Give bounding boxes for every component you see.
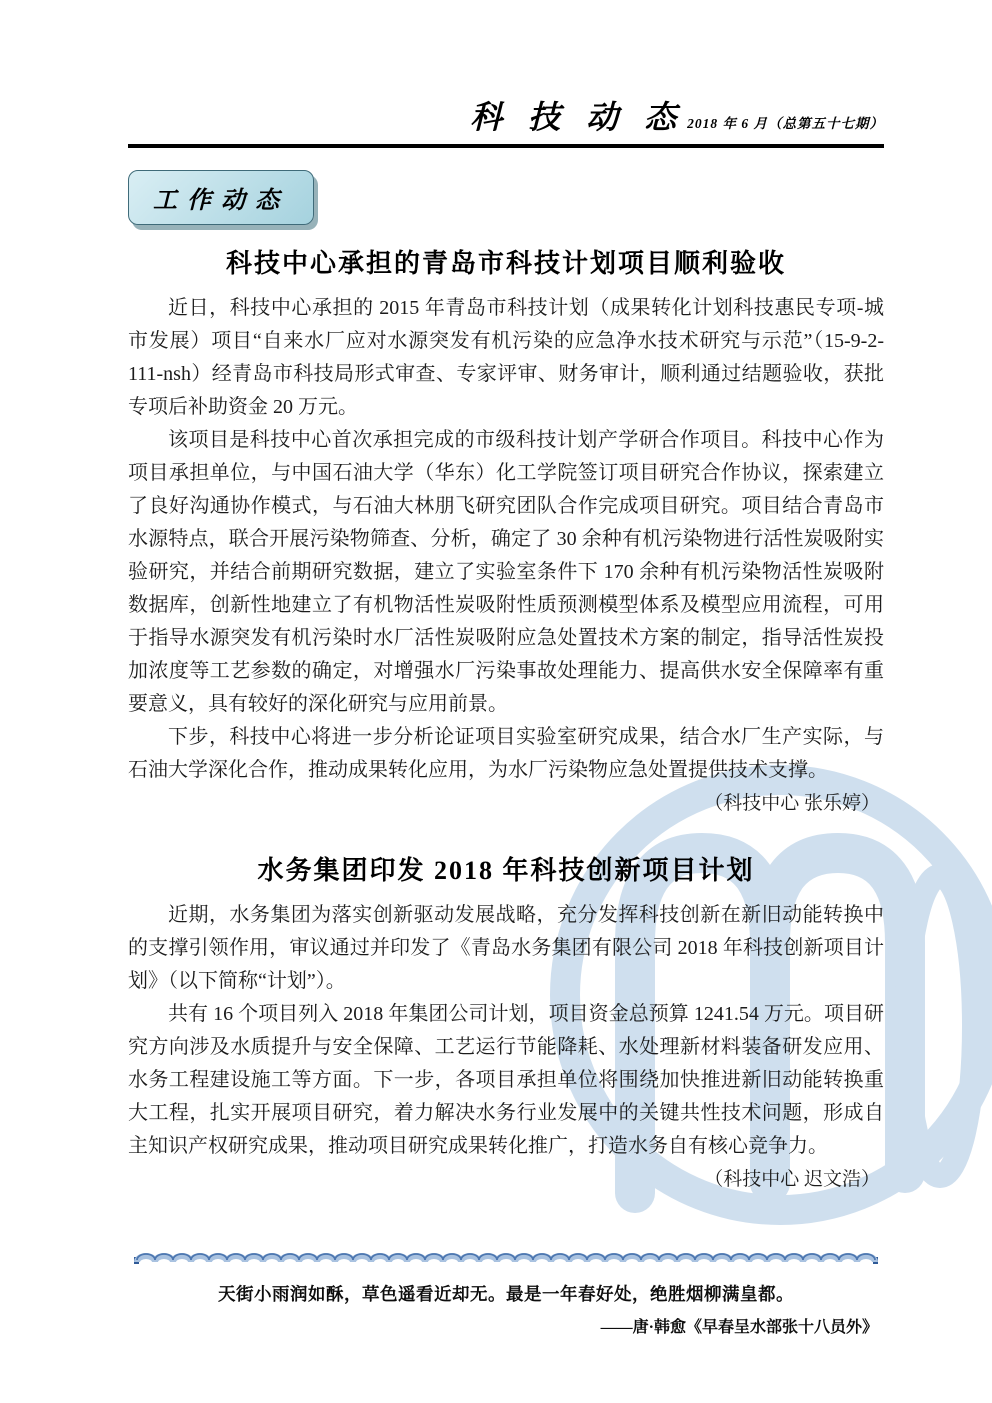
- section-badge: 工作动态: [128, 170, 314, 225]
- publication-title: 科 技 动 态: [470, 99, 686, 135]
- article-2-paragraph: 共有 16 个项目列入 2018 年集团公司计划，项目资金总预算 1241.54 万元。项目研究方向涉及水质提升与安全保障、工艺运行节能降耗、水处理新材料装备研发应用、水务工程建设施工等方面。下一步，各项目承担单位将围绕加快推进新旧动能转换重大工程，扎实开展项目研究，着力解决水务行业发展中的关键共性技术问题，形成自主知识产权研究成果，推动项目研究成果转化推广，打造水务自有核心竞争力。: [128, 1003, 884, 1157]
- article-2-paragraph: 近期，水务集团为落实创新驱动发展战略，充分发挥科技创新在新旧动能转换中的支撑引领作用，审议通过并印发了《青岛水务集团有限公司 2018 年科技创新项目计划》（以下简称“计划”）。: [128, 904, 884, 992]
- issue-info: 2018 年 6 月（总第五十七期）: [687, 116, 884, 131]
- page-content: [128, 0, 884, 1337]
- wave-divider-icon: [134, 1250, 878, 1268]
- wave-divider: [128, 1250, 884, 1273]
- poem-text: 天街小雨润如酥，草色遥看近却无。最是一年春好处，绝胜烟柳满皇都。: [218, 1284, 794, 1304]
- article-1-paragraph: 下步，科技中心将进一步分析论证项目实验室研究成果，结合水厂生产实际，与石油大学深化合作，推动成果转化应用，为水厂污染物应急处置提供技术支撑。: [128, 726, 884, 781]
- article-1-paragraph: 近日，科技中心承担的 2015 年青岛市科技计划（成果转化计划科技惠民专项-城市发展）项目“自来水厂应对水源突发有机污染的应急净水技术研究与示范”（15-9-2-111-nsh）经青岛市科技局形式审查、专家评审、财务审计，顺利通过结题验收，获批专项后补助资金 20 万元。: [128, 297, 884, 418]
- masthead-rule: [128, 144, 884, 148]
- article-2-title: 水务集团印发 2018 年科技创新项目计划: [257, 856, 755, 885]
- article-1-paragraph: 该项目是科技中心首次承担完成的市级科技计划产学研合作项目。科技中心作为项目承担单位，与中国石油大学（华东）化工学院签订项目研究合作协议，探索建立了良好沟通协作模式，与石油大林朋飞研究团队合作完成项目研究。项目结合青岛市水源特点，联合开展污染物筛查、分析，确定了 30 余种有机污染物进行活性炭吸附实验研究，并结合前期研究数据，建立了实验室条件下 170 余种有机污染物活性炭吸附数据库，创新性地建立了有机物活性炭吸附性质预测模型体系及模型应用流程，可用于指导水源突发有机污染时水厂活性炭吸附应急处置技术方案的制定，指导活性炭投加浓度等工艺参数的确定，对增强水厂污染事故处理能力、提高供水安全保障率有重要意义，具有较好的深化研究与应用前景。: [128, 429, 884, 715]
- article-2-byline: （科技中心 迟文浩）: [704, 1169, 880, 1190]
- poem-attribution: ——唐·韩愈《早春呈水部张十八员外》: [600, 1319, 878, 1336]
- article-1-byline: （科技中心 张乐婷）: [704, 793, 880, 814]
- masthead: [128, 92, 884, 138]
- article-1-title: 科技中心承担的青岛市科技计划项目顺利验收: [225, 249, 786, 278]
